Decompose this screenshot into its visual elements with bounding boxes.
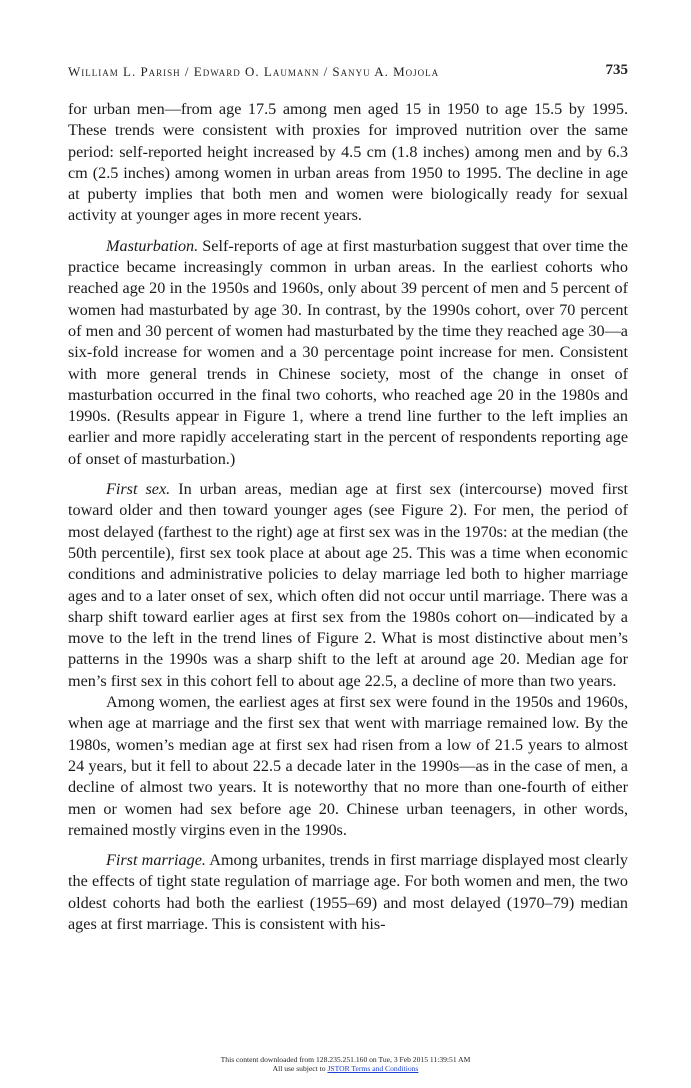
article-body bbox=[68, 99, 628, 935]
paragraph-text: In urban areas, median age at first sex (intercourse) moved first toward older and then toward younger ages (see Figure 2). For men, the period of most delayed (farthest to the right) age at first sex was in the 1970s: at the median (the 50th percentile), first sex took place at about age 25. This was a time when economic conditions and administrative policies to delay marriage led both to higher marriage ages and to a later onset of sex, which often did not occur until marriage. There was a sharp shift toward earlier ages at first sex from the 1980s cohort on—indicated by a move to the left in the trend lines of Figure 2. What is most distinctive about men’s patterns in the 1990s was a sharp shift to the left at around age 20. Median age for men’s first sex in this cohort fell to about age 22.5, a decline of more than two years. bbox=[68, 480, 629, 690]
paragraph-first-marriage bbox=[68, 850, 628, 935]
download-notice-line: This content downloaded from 128.235.251.160 on Tue, 3 Feb 2015 11:39:51 AM bbox=[220, 1055, 471, 1064]
paragraph-masturbation bbox=[68, 236, 628, 470]
terms-notice-line bbox=[0, 1064, 691, 1073]
paragraph-puberty-trends bbox=[68, 99, 628, 227]
jstor-terms-link[interactable]: JSTOR Terms and Conditions bbox=[327, 1064, 419, 1073]
running-head bbox=[68, 62, 628, 84]
section-heading-masturbation: Masturbation. bbox=[106, 236, 199, 255]
paragraph-first-sex-women bbox=[68, 692, 628, 841]
paragraph-text: for urban men—from age 17.5 among men aged 15 in 1950 to age 15.5 by 1995. These trends were consistent with proxies for improved nutrition over the same period: self-reported height increased by 4.5 cm (1.8 inches) among men and by 6.3 cm (2.5 inches) among women in urban areas from 1950 to 1995. The decline in age at puberty implies that both men and women were biologically ready for sexual activity at younger ages in more recent years. bbox=[68, 100, 628, 225]
paragraph-text: Among women, the earliest ages at first sex were found in the 1950s and 1960s, when age at marriage and the first sex that went with marriage remained low. By the 1980s, women’s median age at first sex had risen from a low of 21.5 years to almost 24 years, but it fell to about 22.5 a decade later in the 1990s—as in the case of men, a decline of almost two years. It is noteworthy that no more than one-fourth of either men or women had sex before age 20. Chinese urban teenagers, in other words, remained mostly virgins even in the 1990s. bbox=[68, 693, 628, 839]
section-heading-first-sex: First sex. bbox=[106, 480, 171, 499]
running-head-authors: William L. Parish / Edward O. Laumann / Sanyu A. Mojola bbox=[68, 64, 440, 79]
page-number: 735 bbox=[605, 62, 628, 78]
download-notice bbox=[0, 1055, 691, 1073]
paragraph-text: Among urbanites, trends in first marriage displayed most clearly the effects of tight state regulation of marriage age. For both women and men, the two oldest cohorts had both the earliest (1955–69) and most delayed (1970–79) median ages at first marriage. This is consistent with his- bbox=[68, 851, 628, 933]
section-heading-first-marriage: First marriage. bbox=[106, 851, 206, 870]
paragraph-first-sex-men bbox=[68, 479, 628, 692]
paragraph-text: Self-reports of age at first masturbation suggest that over time the practice became increasingly common in urban areas. In the earliest cohorts who reached age 20 in the 1950s and 1960s, only about 39 percent of men and 5 percent of women had masturbated by age 30. In contrast, by the 1990s cohort, over 70 percent of men and 30 percent of women had masturbated by the time they reached age 30—a six-fold increase for women and a 30 percentage point increase for men. Consistent with more general trends in Chinese society, most of the change in onset of masturbation occurred in the final two cohorts, who reached age 20 in the 1980s and 1990s. (Results appear in Figure 1, where a trend line further to the left implies an earlier and more rapidly accelerating start in the percent of respondents reporting age of onset of masturbation.) bbox=[68, 236, 628, 468]
terms-prefix: All use subject to bbox=[272, 1064, 328, 1073]
